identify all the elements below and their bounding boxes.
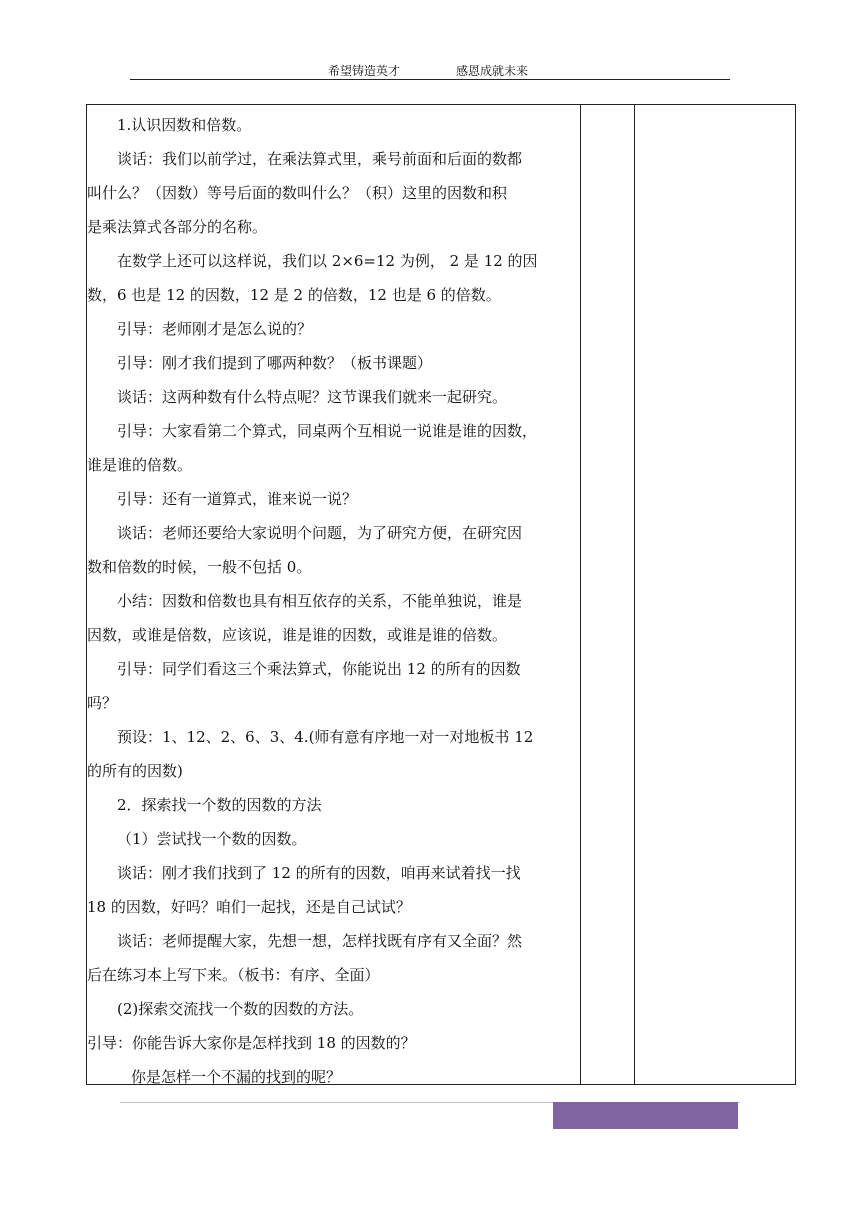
narrow-column-cell — [581, 105, 635, 1084]
text-line: 后在练习本上写下来。（板书：有序、全面） — [87, 966, 380, 984]
text-line: 在数学上还可以这样说，我们以 2×6=12 为例， 2 是 12 的因 — [117, 252, 538, 270]
text-line: 引导：老师刚才是怎么说的？ — [117, 320, 313, 338]
text-line: 小结：因数和倍数也具有相互依存的关系，不能单独说，谁是 — [117, 592, 523, 610]
text-line: 叫什么？（因数）等号后面的数叫什么？（积）这里的因数和积 — [87, 184, 508, 202]
text-line: （1）尝试找一个数的因数。 — [117, 830, 307, 848]
text-line: 吗？ — [87, 694, 118, 712]
text-line: 是乘法算式各部分的名称。 — [87, 218, 268, 236]
text-line: (2)探索交流找一个数的因数的方法。 — [117, 1000, 364, 1018]
header-slogan-left: 希望铸造英才 — [328, 64, 401, 78]
page-header — [0, 62, 860, 80]
text-line: 谁是谁的倍数。 — [87, 456, 193, 474]
text-line: 引导：刚才我们提到了哪两种数？（板书课题） — [117, 354, 433, 372]
text-line: 1.认识因数和倍数。 — [117, 116, 252, 134]
text-line: 18 的因数，好吗？咱们一起找，还是自己试试？ — [87, 898, 411, 916]
text-line: 的所有的因数) — [87, 762, 183, 780]
text-line: 你是怎样一个不漏的找到的呢？ — [131, 1068, 342, 1084]
text-line: 谈话：老师提醒大家，先想一想，怎样找既有序有又全面？然 — [117, 932, 523, 950]
lesson-content — [87, 105, 580, 1084]
text-line: 数和倍数的时候，一般不包括 0。 — [87, 558, 312, 576]
text-line: 引导：你能告诉大家你是怎样找到 18 的因数的？ — [87, 1034, 416, 1052]
text-line: 引导：大家看第二个算式，同桌两个互相说一说谁是谁的因数， — [117, 422, 538, 440]
text-line: 谈话：老师还要给大家说明个问题，为了研究方便，在研究因 — [117, 524, 523, 542]
text-line: 因数，或谁是倍数，应该说，谁是谁的因数，或谁是谁的倍数。 — [87, 626, 508, 644]
text-line: 谈话：这两种数有什么特点呢？这节课我们就来一起研究。 — [117, 388, 508, 406]
text-line: 引导：还有一道算式，谁来说一说？ — [117, 490, 358, 508]
lesson-table — [86, 104, 796, 1085]
lesson-content-cell — [87, 105, 581, 1084]
text-line: 2．探索找一个数的因数的方法 — [117, 796, 322, 814]
text-line: 引导：同学们看这三个乘法算式，你能说出 12 的所有的因数 — [117, 660, 521, 678]
text-line: 预设：1、12、2、6、3、4.(师有意有序地一对一对地板书 12 — [117, 728, 534, 746]
footer-bar — [553, 1102, 738, 1129]
text-line: 谈话：我们以前学过，在乘法算式里，乘号前面和后面的数都 — [117, 150, 523, 168]
header-rule — [130, 79, 730, 80]
text-line: 数，6 也是 12 的因数，12 是 2 的倍数，12 也是 6 的倍数。 — [87, 286, 501, 304]
notes-column-cell — [635, 105, 795, 1084]
header-slogan-right: 感恩成就未来 — [456, 64, 529, 78]
text-line: 谈话：刚才我们找到了 12 的所有的因数，咱再来试着找一找 — [117, 864, 521, 882]
